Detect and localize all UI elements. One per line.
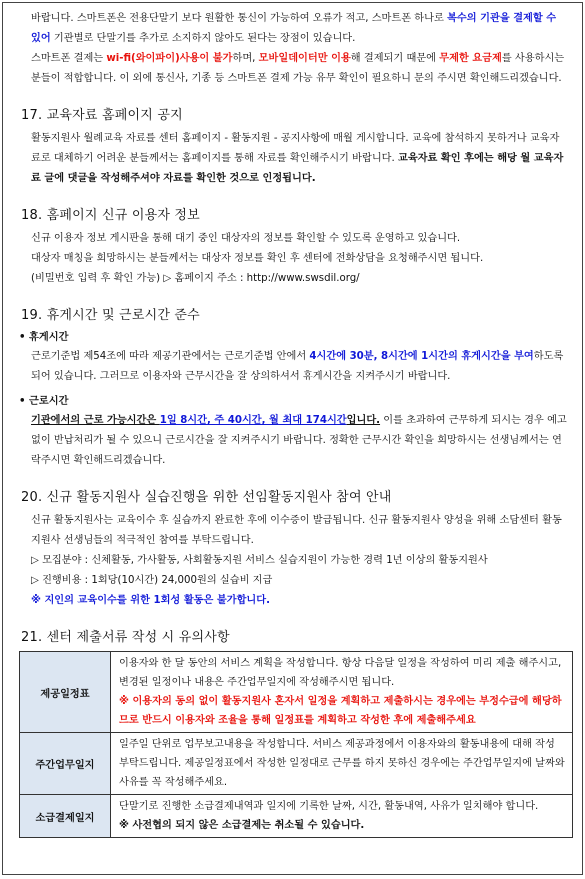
section-20-note: ※ 지인의 교육이수를 위한 1회성 활동은 불가합니다. (31, 595, 270, 606)
rest-time-text: 하도록 되어 있습니다. 그러므로 이용자와 근무시간을 잘 상의하셔서 휴게시간을 지켜주시기 바랍니다. (31, 351, 564, 382)
intro-paragraph-1 (17, 9, 568, 49)
row-text: 단말기로 진행한 소급결제내역과 일지에 기록한 날짜, 시간, 활동내역, 사유가 일치해야 합니다. (119, 801, 539, 812)
section-17-paragraph (17, 129, 568, 189)
section-17-emphasis: 교육자료 확인 후에는 해당 월 교육자료 글에 댓글을 작성해주셔야 자료를 확인한 것으로 인정됩니다. (31, 153, 564, 184)
intro-highlight: wi-fi(와이파이)사용이 불가 (106, 53, 233, 64)
intro-text: 를 사용하시는 분들이 적합합니다. 이 외에 통신사, 기종 등 스마트폰 결제 가능 유무 확인이 필요하니 문의 주시면 확인해드리겠습니다. (31, 53, 565, 84)
section-18-title: 18. 홈페이지 신규 이용자 정보 (21, 208, 200, 223)
section-17-text: 활동지원사 월례교육 자료를 센터 홈페이지 - 활동지원 - 공지사항에 매월 게시합니다. 교육에 참석하지 못하거나 교육자료로 대체하기 어려운 분들께서는 홈페이지를 통해 자료를 확인해주시기 바랍니다. (31, 133, 560, 164)
table-row (20, 652, 573, 733)
intro-text: 기관별로 단말기를 추가로 소지하지 않아도 된다는 장점이 있습니다. (50, 33, 356, 44)
rest-time-highlight: 4시간에 30분, 8시간에 1시간의 휴게시간을 부여 (309, 351, 534, 362)
intro-text: 바랍니다. 스마트폰은 전용단말기 보다 원활한 통신이 가능하여 오류가 적고, 스마트폰 하나로 (31, 13, 448, 24)
row-key: 주간업무일지 (20, 733, 111, 795)
work-time-heading: • 근로시간 (19, 396, 69, 407)
section-19-title: 19. 휴게시간 및 근로시간 준수 (21, 308, 200, 323)
section-18-line-3: (비밀번호 입력 후 확인 가능) ▷ 홈페이지 주소 : http://www.swsdil.org/ (31, 273, 360, 284)
section-20-line-1: ▷ 모집분야 : 신체활동, 가사활동, 사회활동지원 서비스 실습지원이 가능한 경력 1년 이상의 활동지원사 (31, 555, 488, 566)
table-row (20, 795, 573, 838)
work-time-emphasis: 기관에서의 근로 가능시간은 (31, 415, 160, 426)
work-time-text: 이를 초과하여 근무하게 되시는 경우 예고 없이 반납처리가 될 수 있으니 근로시간을 잘 지켜주시기 바랍니다. 정확한 근무시간 확인을 희망하시는 선생님께서는 연락주시면 확인해드리겠습니다. (31, 415, 567, 466)
intro-paragraph-2 (17, 49, 568, 89)
table-row (20, 733, 573, 795)
row-value (111, 733, 573, 795)
row-text: 이용자와 한 달 동안의 서비스 계획을 작성합니다. 항상 다음달 일정을 작성하여 미리 제출 해주시고, 변경된 일정이나 내용은 주간업무일지에 작성해주시면 됩니다. (119, 658, 562, 688)
work-time-emphasis: 입니다. (346, 415, 381, 426)
section-18-line-1: 신규 이용자 정보 게시판을 통해 대기 중인 대상자의 정보를 확인할 수 있도록 운영하고 있습니다. (31, 233, 461, 244)
rest-time-paragraph (17, 347, 568, 387)
section-18-line-2: 대상자 매칭을 희망하시는 분들께서는 대상자 정보를 확인 후 센터에 전화상담을 요청해주시면 됩니다. (31, 253, 484, 264)
document-page (2, 2, 583, 875)
intro-highlight: 무제한 요금제 (439, 53, 502, 64)
intro-text: 스마트폰 결제는 (31, 53, 107, 64)
row-value (111, 652, 573, 733)
row-text: 일주일 단위로 업무보고내용을 작성합니다. 서비스 제공과정에서 이용자와의 활동내용에 대해 작성 부탁드립니다. 제공일정표에서 작성한 일정대로 근무를 하지 못하신 경우에는 주간업무일지에 날짜와 사유를 꼭 작성해주세요. (119, 739, 565, 788)
section-20-title: 20. 신규 활동지원사 실습진행을 위한 선임활동지원사 참여 안내 (21, 490, 392, 505)
row-note: ※ 이용자의 동의 없이 활동지원사 혼자서 일정을 계획하고 제출하시는 경우에는 부정수급에 해당하므로 반드시 이용자와 조율을 통해 일정표를 계획하고 작성한 후에 제출해주세요 (119, 696, 562, 726)
intro-text: 해 결제되기 때문에 (350, 53, 440, 64)
intro-text: 하며, (232, 53, 259, 64)
intro-highlight: 모바일데이터만 이용 (258, 53, 351, 64)
rest-time-heading: • 휴게시간 (19, 332, 69, 343)
section-17-title: 17. 교육자료 홈페이지 공지 (21, 108, 183, 123)
documents-table (19, 651, 573, 838)
work-time-highlight: 1일 8시간, 주 40시간, 월 최대 174시간 (159, 415, 347, 426)
work-time-paragraph (17, 411, 568, 471)
rest-time-text: 근로기준법 제54조에 따라 제공기관에서는 근로기준법 안에서 (31, 351, 310, 362)
section-20-line-2: ▷ 진행비용 : 1회당(10시간) 24,000원의 실습비 지급 (31, 575, 273, 586)
intro-highlight: 복수의 기관을 결제할 수 있어 (31, 13, 557, 44)
row-note: ※ 사전협의 되지 않은 소급결제는 취소될 수 있습니다. (119, 820, 365, 831)
section-21-title: 21. 센터 제출서류 작성 시 유의사항 (21, 630, 230, 645)
row-value (111, 795, 573, 838)
row-key: 제공일정표 (20, 652, 111, 733)
section-20-paragraph: 신규 활동지원사는 교육이수 후 실습까지 완료한 후에 이수증이 발급됩니다. 신규 활동지원사 양성을 위해 소담센터 활동지원사 선생님들의 적극적인 참여를 부탁드립니다. (31, 515, 562, 546)
row-key: 소급결제일지 (20, 795, 111, 838)
